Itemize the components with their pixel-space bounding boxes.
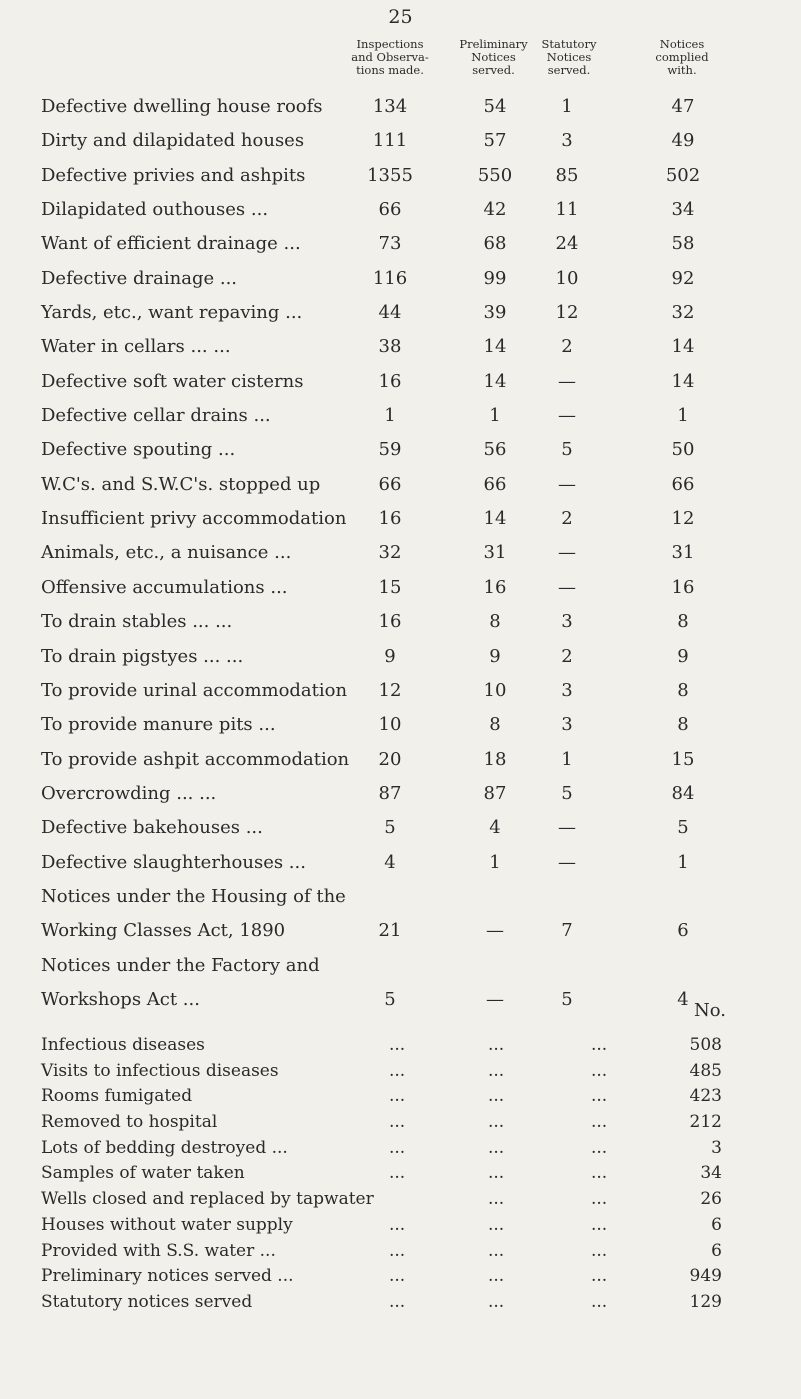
row-label: To drain pigstyes ... ... — [41, 645, 244, 667]
leader-dots: ... — [389, 1266, 406, 1287]
cell-v4: 5 — [677, 817, 689, 839]
row-label: Defective privies and ashpits — [41, 164, 306, 186]
cell-v2: 87 — [483, 782, 507, 804]
cell-v1: 66 — [378, 473, 402, 495]
row-label-cont: Working Classes Act, 1890 — [41, 919, 286, 941]
list-item — [0, 1136, 801, 1162]
row-label: Defective soft water cisterns — [41, 370, 304, 392]
cell-v2: 14 — [483, 370, 507, 392]
row-label: To provide urinal accommodation — [41, 679, 348, 701]
table-row — [0, 538, 801, 572]
cell-v1: 116 — [372, 267, 408, 289]
table-row — [0, 92, 801, 126]
cell-v3: — — [558, 405, 576, 427]
cell-v4: 8 — [677, 714, 689, 736]
cell-v2: 14 — [483, 336, 507, 358]
table-row — [0, 126, 801, 160]
cell-v1: 111 — [372, 130, 408, 152]
leader-dots: ... — [591, 1189, 608, 1210]
leader-dots: ... — [591, 1086, 608, 1107]
item-value: 34 — [700, 1163, 722, 1184]
cell-v3: 3 — [561, 611, 573, 633]
cell-v2: 8 — [489, 611, 501, 633]
cell-v1: 5 — [384, 988, 396, 1010]
leader-dots: ... — [488, 1086, 505, 1107]
table-row — [0, 779, 801, 813]
cell-v2: — — [486, 988, 504, 1010]
cell-v4: 34 — [671, 199, 695, 221]
item-value: 212 — [689, 1112, 722, 1133]
item-value: 129 — [689, 1291, 722, 1312]
leader-dots: ... — [488, 1266, 505, 1287]
cell-v2: 9 — [489, 645, 501, 667]
list-item — [0, 1059, 801, 1085]
cell-v1: 16 — [378, 508, 402, 530]
cell-v1: 134 — [372, 96, 408, 117]
item-label: Samples of water taken — [41, 1163, 245, 1184]
cell-v1: 1 — [384, 405, 396, 427]
cell-v2: 4 — [489, 817, 501, 839]
row-label: Defective cellar drains ... — [41, 405, 271, 427]
table-row — [0, 813, 801, 847]
leader-dots: ... — [389, 1163, 406, 1184]
cell-v3: — — [558, 817, 576, 839]
item-value: 508 — [689, 1035, 722, 1055]
list-item — [0, 1290, 801, 1316]
cell-v1: 44 — [378, 302, 402, 324]
leader-dots: ... — [591, 1137, 608, 1158]
item-value: 6 — [711, 1214, 722, 1235]
table-row — [0, 470, 801, 504]
cell-v4: 16 — [671, 576, 695, 598]
cell-v4: 1 — [677, 851, 689, 873]
row-label: To drain stables ... ... — [41, 611, 233, 633]
row-label: Overcrowding ... ... — [41, 782, 217, 804]
leader-dots: ... — [389, 1060, 406, 1081]
leader-dots: ... — [591, 1060, 608, 1081]
item-label: Visits to infectious diseases — [41, 1060, 279, 1081]
cell-v3: — — [558, 542, 576, 564]
cell-v1: 38 — [378, 336, 402, 358]
table-row — [0, 573, 801, 607]
table-row — [0, 951, 801, 1020]
header-notices-complied: Notices complied with. — [655, 37, 709, 77]
cell-v2: 550 — [477, 164, 513, 186]
table-row — [0, 229, 801, 263]
cell-v3: 3 — [561, 714, 573, 736]
cell-v2: 1 — [489, 851, 501, 873]
list-item — [0, 1033, 801, 1059]
cell-v3: — — [558, 576, 576, 598]
cell-v3: — — [558, 370, 576, 392]
row-label: Dirty and dilapidated houses — [41, 130, 305, 152]
cell-v3: 3 — [561, 679, 573, 701]
cell-v1: 12 — [378, 679, 402, 701]
cell-v2: 18 — [483, 748, 507, 770]
cell-v2: 14 — [483, 508, 507, 530]
cell-v3: — — [558, 851, 576, 873]
cell-v1: 32 — [378, 542, 402, 564]
item-label: Preliminary notices served ... — [41, 1266, 294, 1287]
row-label: To provide manure pits ... — [41, 714, 276, 736]
cell-v3: 5 — [561, 988, 573, 1010]
row-label: Notices under the Housing of the — [41, 885, 346, 907]
cell-v4: 92 — [671, 267, 695, 289]
cell-v4: 49 — [671, 130, 695, 152]
cell-v3: 11 — [555, 199, 579, 221]
item-value: 949 — [689, 1266, 722, 1287]
cell-v1: 5 — [384, 817, 396, 839]
item-label: Lots of bedding destroyed ... — [41, 1137, 288, 1158]
cell-v4: 9 — [677, 645, 689, 667]
row-label: To provide ashpit accommodation — [41, 748, 350, 770]
item-value: 6 — [711, 1240, 722, 1261]
table-row — [0, 332, 801, 366]
table-row — [0, 745, 801, 779]
cell-v1: 73 — [378, 233, 402, 255]
item-label: Rooms fumigated — [41, 1086, 193, 1107]
leader-dots: ... — [389, 1086, 406, 1107]
cell-v1: 21 — [378, 919, 402, 941]
cell-v3: 5 — [561, 782, 573, 804]
cell-v4: 14 — [671, 336, 695, 358]
leader-dots: ... — [591, 1112, 608, 1133]
table-row — [0, 264, 801, 298]
cell-v4: 31 — [671, 542, 695, 564]
item-label: Provided with S.S. water ... — [41, 1240, 276, 1261]
cell-v3: 12 — [555, 302, 579, 324]
row-label: Insufficient privy accommodation — [41, 508, 347, 530]
cell-v1: 59 — [378, 439, 402, 461]
cell-v3: — — [558, 473, 576, 495]
cell-v4: 502 — [665, 164, 701, 186]
table-row — [0, 161, 801, 195]
cell-v1: 16 — [378, 370, 402, 392]
item-value: 423 — [689, 1086, 722, 1107]
cell-v3: 2 — [561, 645, 573, 667]
table-row — [0, 435, 801, 469]
cell-v1: 10 — [378, 714, 402, 736]
leader-dots: ... — [488, 1035, 505, 1055]
cell-v1: 9 — [384, 645, 396, 667]
leader-dots: ... — [488, 1112, 505, 1133]
cell-v4: 8 — [677, 679, 689, 701]
leader-dots: ... — [488, 1137, 505, 1158]
list-item — [0, 1239, 801, 1265]
leader-dots: ... — [488, 1163, 505, 1184]
item-label: Wells closed and replaced by tapwater — [41, 1189, 374, 1210]
cell-v4: 84 — [671, 782, 695, 804]
item-label: Statutory notices served — [41, 1291, 253, 1312]
item-label: Removed to hospital — [41, 1112, 218, 1133]
cell-v2: — — [486, 919, 504, 941]
header-statutory-notices: Statutory Notices served. — [541, 37, 597, 77]
cell-v4: 15 — [671, 748, 695, 770]
table-row — [0, 676, 801, 710]
cell-v1: 87 — [378, 782, 402, 804]
table-row — [0, 642, 801, 676]
cell-v2: 16 — [483, 576, 507, 598]
cell-v4: 47 — [671, 96, 695, 117]
leader-dots: ... — [591, 1266, 608, 1287]
row-label-cont: Workshops Act ... — [41, 988, 200, 1010]
leader-dots: ... — [488, 1060, 505, 1081]
cell-v1: 16 — [378, 611, 402, 633]
cell-v3: 1 — [561, 96, 573, 117]
table-row — [0, 848, 801, 882]
cell-v2: 10 — [483, 679, 507, 701]
cell-v2: 31 — [483, 542, 507, 564]
row-label: Offensive accumulations ... — [41, 576, 288, 598]
leader-dots: ... — [488, 1291, 505, 1312]
row-label: Dilapidated outhouses ... — [41, 199, 269, 221]
cell-v4: 50 — [671, 439, 695, 461]
leader-dots: ... — [591, 1214, 608, 1235]
table-row — [0, 367, 801, 401]
cell-v4: 32 — [671, 302, 695, 324]
cell-v3: 24 — [555, 233, 579, 255]
cell-v1: 1355 — [367, 164, 413, 186]
row-label: Notices under the Factory and — [41, 954, 320, 976]
item-label: Infectious diseases — [41, 1035, 205, 1055]
cell-v1: 66 — [378, 199, 402, 221]
table-row — [0, 298, 801, 332]
no-column-header: No. — [694, 1000, 726, 1021]
leader-dots: ... — [389, 1137, 406, 1158]
cell-v1: 4 — [384, 851, 396, 873]
cell-v3: 1 — [561, 748, 573, 770]
table-row — [0, 607, 801, 641]
list-item — [0, 1213, 801, 1239]
cell-v4: 58 — [671, 233, 695, 255]
leader-dots: ... — [389, 1240, 406, 1261]
cell-v2: 1 — [489, 405, 501, 427]
cell-v2: 99 — [483, 267, 507, 289]
row-label: Water in cellars ... ... — [41, 336, 231, 358]
cell-v3: 3 — [561, 130, 573, 152]
leader-dots: ... — [488, 1214, 505, 1235]
cell-v3: 85 — [555, 164, 579, 186]
row-label: Defective spouting ... — [41, 439, 236, 461]
table-row — [0, 882, 801, 951]
leader-dots: ... — [389, 1112, 406, 1133]
cell-v4: 6 — [677, 919, 689, 941]
summary-table — [0, 1033, 801, 1316]
row-label: W.C's. and S.W.C's. stopped up — [41, 473, 321, 495]
cell-v2: 8 — [489, 714, 501, 736]
cell-v2: 42 — [483, 199, 507, 221]
list-item — [0, 1161, 801, 1187]
cell-v2: 39 — [483, 302, 507, 324]
row-label: Defective slaughterhouses ... — [41, 851, 306, 873]
leader-dots: ... — [591, 1240, 608, 1261]
row-label: Defective dwelling house roofs — [41, 96, 323, 117]
cell-v3: 5 — [561, 439, 573, 461]
sanitary-table — [0, 92, 801, 1019]
cell-v3: 2 — [561, 336, 573, 358]
page-number: 25 — [388, 6, 413, 28]
row-label: Defective bakehouses ... — [41, 817, 263, 839]
cell-v2: 68 — [483, 233, 507, 255]
leader-dots: ... — [389, 1035, 406, 1055]
cell-v4: 14 — [671, 370, 695, 392]
row-label: Defective drainage ... — [41, 267, 238, 289]
item-value: 3 — [711, 1137, 722, 1158]
cell-v4: 66 — [671, 473, 695, 495]
leader-dots: ... — [389, 1214, 406, 1235]
leader-dots: ... — [591, 1035, 608, 1055]
header-inspections: Inspections and Observa- tions made. — [351, 37, 429, 77]
list-item — [0, 1187, 801, 1213]
item-value: 485 — [689, 1060, 722, 1081]
cell-v3: 7 — [561, 919, 573, 941]
cell-v2: 56 — [483, 439, 507, 461]
list-item — [0, 1264, 801, 1290]
cell-v1: 20 — [378, 748, 402, 770]
cell-v4: 1 — [677, 405, 689, 427]
table-row — [0, 710, 801, 744]
table-row — [0, 401, 801, 435]
row-label: Want of efficient drainage ... — [41, 233, 301, 255]
leader-dots: ... — [389, 1291, 406, 1312]
cell-v3: 10 — [555, 267, 579, 289]
cell-v1: 15 — [378, 576, 402, 598]
cell-v4: 4 — [677, 988, 689, 1010]
cell-v2: 57 — [483, 130, 507, 152]
cell-v2: 66 — [483, 473, 507, 495]
cell-v4: 12 — [671, 508, 695, 530]
item-value: 26 — [700, 1189, 722, 1210]
header-preliminary-notices: Preliminary Notices served. — [459, 37, 528, 77]
cell-v2: 54 — [483, 96, 507, 117]
table-row — [0, 504, 801, 538]
row-label: Animals, etc., a nuisance ... — [41, 542, 292, 564]
cell-v4: 8 — [677, 611, 689, 633]
list-item — [0, 1084, 801, 1110]
leader-dots: ... — [488, 1240, 505, 1261]
leader-dots: ... — [591, 1163, 608, 1184]
row-label: Yards, etc., want repaving ... — [41, 302, 303, 324]
leader-dots: ... — [488, 1189, 505, 1210]
list-item — [0, 1110, 801, 1136]
item-label: Houses without water supply — [41, 1214, 293, 1235]
leader-dots: ... — [591, 1291, 608, 1312]
table-row — [0, 195, 801, 229]
cell-v3: 2 — [561, 508, 573, 530]
